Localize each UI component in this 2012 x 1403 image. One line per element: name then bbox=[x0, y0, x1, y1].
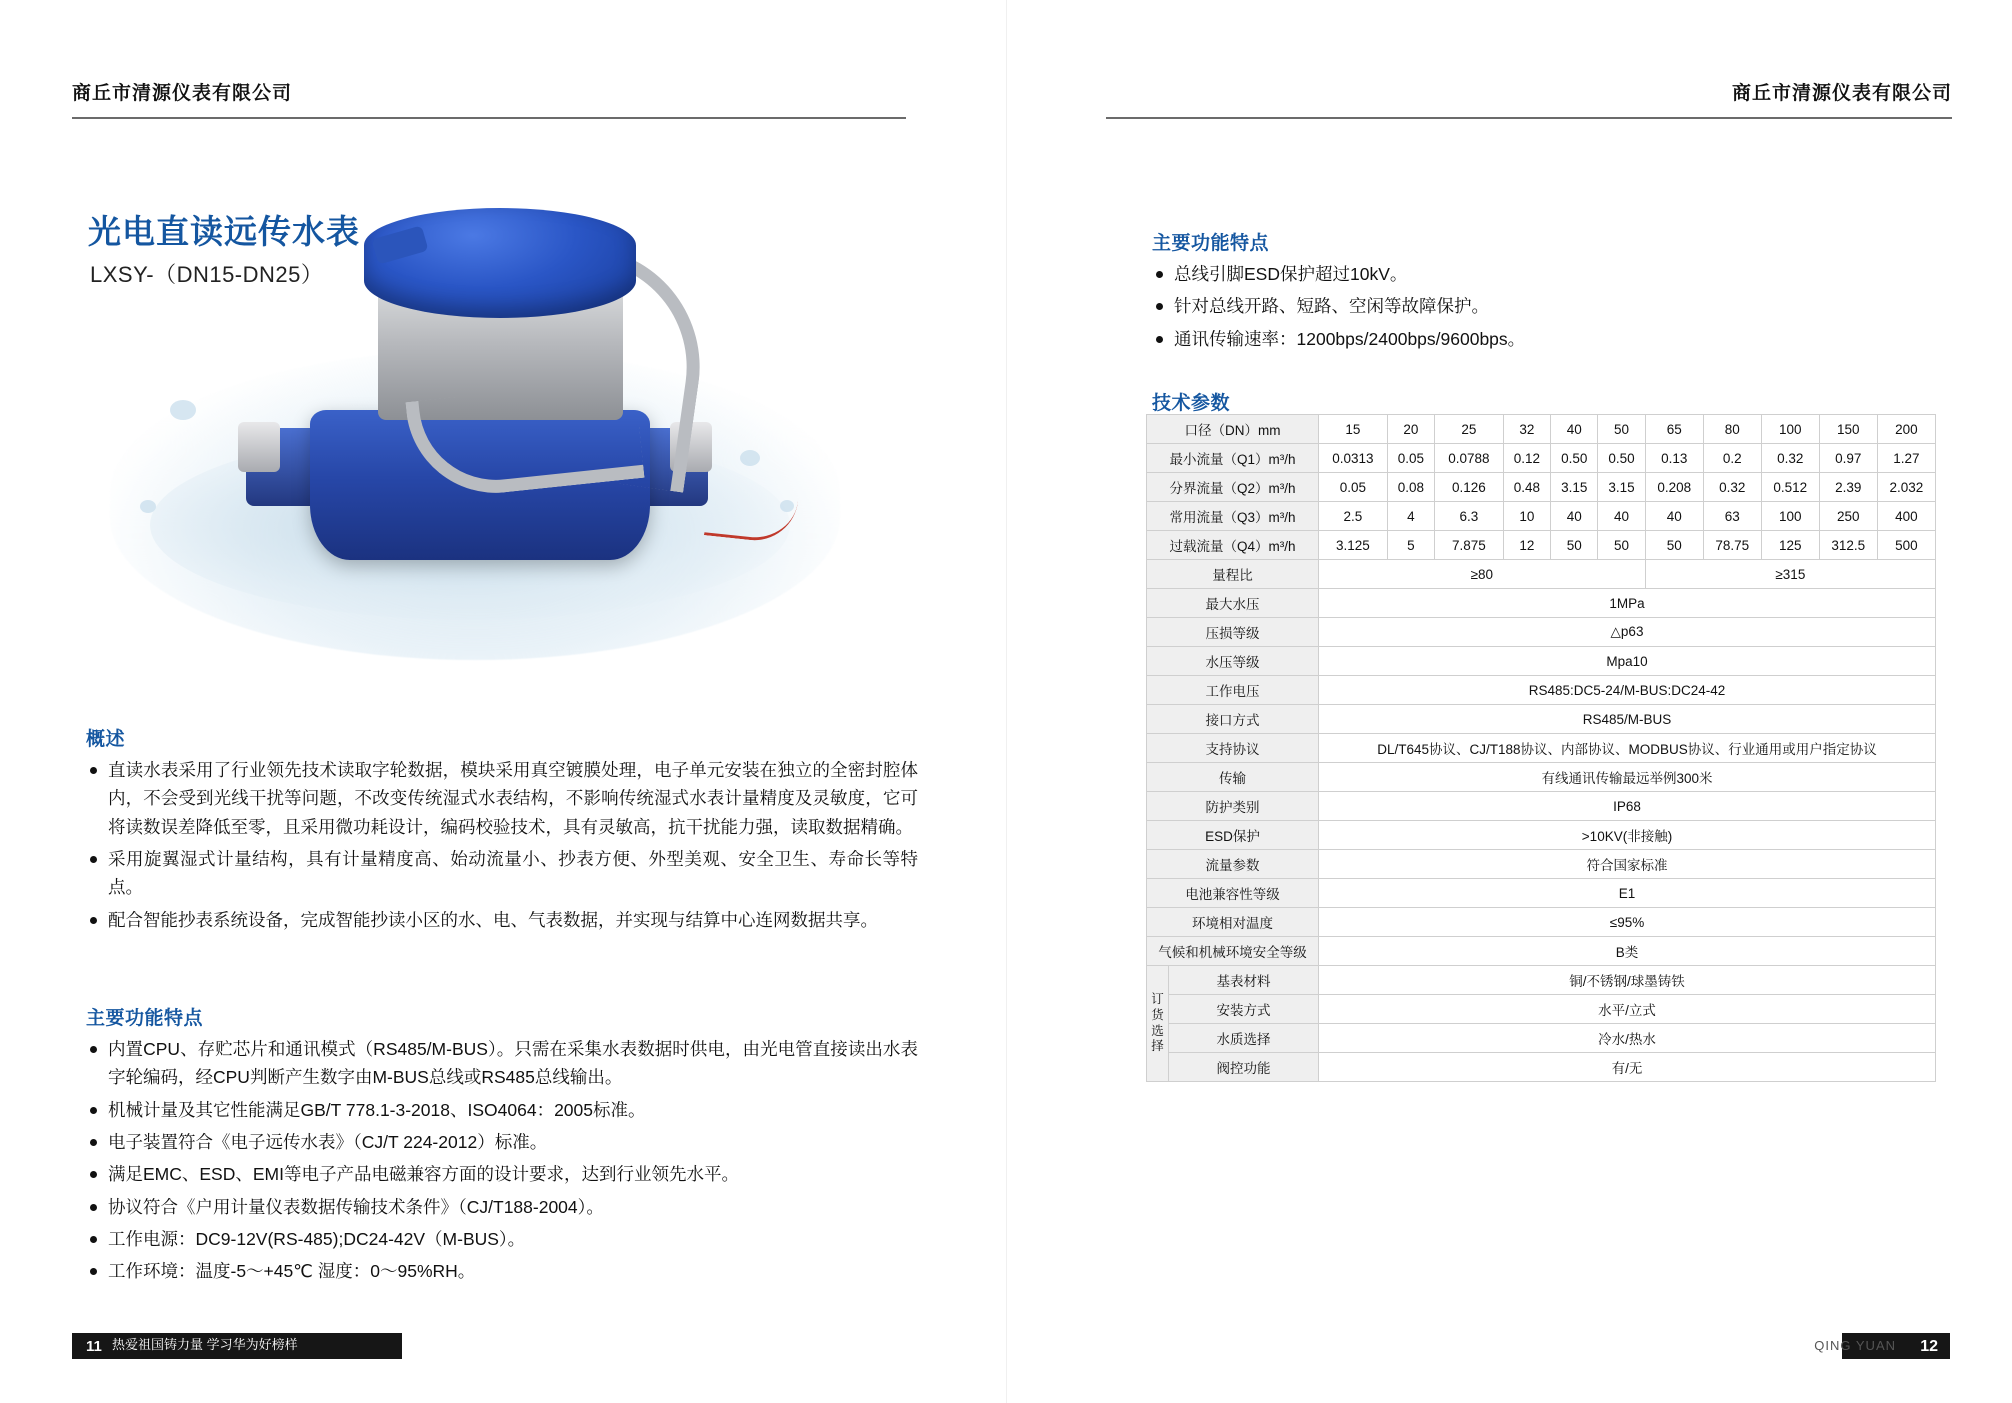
cell: 2.032 bbox=[1877, 473, 1935, 502]
cell: 40 bbox=[1598, 502, 1645, 531]
cell: 10 bbox=[1503, 502, 1550, 531]
cell: 50 bbox=[1551, 531, 1598, 560]
cell: 40 bbox=[1645, 502, 1703, 531]
list-item: 协议符合《户用计量仪表数据传输技术条件》（CJ/T188-2004）。 bbox=[86, 1193, 918, 1221]
table-row bbox=[1147, 415, 1936, 444]
row-label: 电池兼容性等级 bbox=[1147, 879, 1319, 908]
list-item: 配合智能抄表系统设备，完成智能抄读小区的水、电、气表数据，并实现与结算中心连网数据共享。 bbox=[86, 906, 918, 934]
table-row bbox=[1147, 879, 1936, 908]
cell: >10KV(非接触) bbox=[1319, 821, 1936, 850]
table-row bbox=[1147, 1053, 1936, 1082]
table-row bbox=[1147, 531, 1936, 560]
list-item: 通讯传输速率：1200bps/2400bps/9600bps。 bbox=[1152, 325, 1942, 353]
cell: RS485/M-BUS bbox=[1319, 705, 1936, 734]
cell: 0.32 bbox=[1703, 473, 1761, 502]
cell: 1MPa bbox=[1319, 589, 1936, 618]
cell: 125 bbox=[1761, 531, 1819, 560]
dn-value: 100 bbox=[1761, 415, 1819, 444]
product-photo bbox=[110, 200, 840, 700]
cell: 铜/不锈钢/球墨铸铁 bbox=[1319, 966, 1936, 995]
row-label: 工作电压 bbox=[1147, 676, 1319, 705]
cell: 312.5 bbox=[1819, 531, 1877, 560]
cell: E1 bbox=[1319, 879, 1936, 908]
row-label: 支持协议 bbox=[1147, 734, 1319, 763]
cell: 500 bbox=[1877, 531, 1935, 560]
cell: 符合国家标准 bbox=[1319, 850, 1936, 879]
order-selection-label: 订货选择 bbox=[1147, 966, 1169, 1082]
list-item: 机械计量及其它性能满足GB/T 778.1-3-2018、ISO4064：2005标准。 bbox=[86, 1096, 918, 1124]
pipe-cap-left bbox=[238, 422, 280, 472]
dn-value: 20 bbox=[1387, 415, 1434, 444]
cell: 0.512 bbox=[1761, 473, 1819, 502]
dn-value: 80 bbox=[1703, 415, 1761, 444]
page-number-right: 12 bbox=[1920, 1338, 1938, 1355]
features-heading-right: 主要功能特点 bbox=[1152, 233, 1270, 254]
row-label: 传输 bbox=[1147, 763, 1319, 792]
cell: 0.208 bbox=[1645, 473, 1703, 502]
list-item: 满足EMC、ESD、EMI等电子产品电磁兼容方面的设计要求，达到行业领先水平。 bbox=[86, 1160, 918, 1188]
list-item: 电子装置符合《电子远传水表》（CJ/T 224-2012）标准。 bbox=[86, 1128, 918, 1156]
cell: 0.50 bbox=[1551, 444, 1598, 473]
list-item: 工作电源：DC9-12V(RS-485);DC24-42V（M-BUS）。 bbox=[86, 1225, 918, 1253]
dn-value: 150 bbox=[1819, 415, 1877, 444]
table-row bbox=[1147, 763, 1936, 792]
row-label: 接口方式 bbox=[1147, 705, 1319, 734]
cell: 有线通讯传输最远举例300米 bbox=[1319, 763, 1936, 792]
table-row bbox=[1147, 821, 1936, 850]
water-drop-icon bbox=[140, 500, 156, 513]
table-row bbox=[1147, 792, 1936, 821]
product-model: LXSY-（DN15-DN25） bbox=[90, 262, 324, 287]
specifications-table bbox=[1146, 414, 1936, 1082]
dn-value: 50 bbox=[1598, 415, 1645, 444]
cell: 5 bbox=[1387, 531, 1434, 560]
cell: 250 bbox=[1819, 502, 1877, 531]
cell: 0.05 bbox=[1387, 444, 1434, 473]
overview-heading: 概述 bbox=[86, 729, 126, 750]
cell: ≥315 bbox=[1645, 560, 1935, 589]
features-list-right bbox=[1152, 260, 1942, 357]
cell: 2.5 bbox=[1319, 502, 1388, 531]
cell: 0.97 bbox=[1819, 444, 1877, 473]
meter-cap bbox=[364, 208, 636, 318]
cell: 2.39 bbox=[1819, 473, 1877, 502]
cell: 50 bbox=[1598, 531, 1645, 560]
cell: 0.50 bbox=[1598, 444, 1645, 473]
cell: DL/T645协议、CJ/T188协议、内部协议、MODBUS协议、行业通用或用户指定协议 bbox=[1319, 734, 1936, 763]
cell: 0.0313 bbox=[1319, 444, 1388, 473]
row-label: 常用流量（Q3）m³/h bbox=[1147, 502, 1319, 531]
table-row bbox=[1147, 560, 1936, 589]
dn-value: 40 bbox=[1551, 415, 1598, 444]
list-item: 总线引脚ESD保护超过10kV。 bbox=[1152, 260, 1942, 288]
dn-value: 15 bbox=[1319, 415, 1388, 444]
cell: 0.12 bbox=[1503, 444, 1550, 473]
cell: 400 bbox=[1877, 502, 1935, 531]
table-row bbox=[1147, 647, 1936, 676]
table-row bbox=[1147, 734, 1936, 763]
footer-slogan: 热爱祖国铸力量 学习华为好榜样 bbox=[112, 1337, 298, 1352]
cell: 有/无 bbox=[1319, 1053, 1936, 1082]
cell: 0.13 bbox=[1645, 444, 1703, 473]
cell: 3.15 bbox=[1598, 473, 1645, 502]
dn-value: 32 bbox=[1503, 415, 1550, 444]
table-row bbox=[1147, 966, 1936, 995]
table-row bbox=[1147, 705, 1936, 734]
cell: 0.48 bbox=[1503, 473, 1550, 502]
cell: B类 bbox=[1319, 937, 1936, 966]
cell: Mpa10 bbox=[1319, 647, 1936, 676]
company-name-right: 商丘市清源仪表有限公司 bbox=[1731, 83, 1952, 104]
cell: 0.32 bbox=[1761, 444, 1819, 473]
row-label: 最大水压 bbox=[1147, 589, 1319, 618]
list-item: 工作环境：温度-5～+45℃ 湿度：0～95%RH。 bbox=[86, 1257, 918, 1285]
row-label: 量程比 bbox=[1147, 560, 1319, 589]
table-row bbox=[1147, 1024, 1936, 1053]
features-list-left bbox=[86, 1035, 918, 1290]
cell: 63 bbox=[1703, 502, 1761, 531]
cell: 6.3 bbox=[1435, 502, 1504, 531]
water-drop-icon bbox=[170, 400, 196, 420]
row-label: 防护类别 bbox=[1147, 792, 1319, 821]
cell: 冷水/热水 bbox=[1319, 1024, 1936, 1053]
table-row bbox=[1147, 444, 1936, 473]
cell: 0.05 bbox=[1319, 473, 1388, 502]
cell: 4 bbox=[1387, 502, 1434, 531]
list-item: 采用旋翼湿式计量结构，具有计量精度高、始动流量小、抄表方便、外型美观、安全卫生、寿命长等特点。 bbox=[86, 845, 918, 902]
footer-brand: QING YUAN bbox=[1814, 1338, 1896, 1353]
table-row bbox=[1147, 995, 1936, 1024]
dn-value: 200 bbox=[1877, 415, 1935, 444]
cell: 0.126 bbox=[1435, 473, 1504, 502]
cell: 40 bbox=[1551, 502, 1598, 531]
cell: 3.125 bbox=[1319, 531, 1388, 560]
row-label: 气候和机械环境安全等级 bbox=[1147, 937, 1319, 966]
cell: ≥80 bbox=[1319, 560, 1646, 589]
cell: 水平/立式 bbox=[1319, 995, 1936, 1024]
overview-list bbox=[86, 756, 918, 938]
row-label: 阀控功能 bbox=[1169, 1053, 1319, 1082]
cell: 0.2 bbox=[1703, 444, 1761, 473]
product-title: 光电直读远传水表 bbox=[88, 213, 360, 250]
specs-heading: 技术参数 bbox=[1152, 393, 1231, 414]
row-label: 环境相对温度 bbox=[1147, 908, 1319, 937]
table-row bbox=[1147, 908, 1936, 937]
row-label: ESD保护 bbox=[1147, 821, 1319, 850]
cell: 0.0788 bbox=[1435, 444, 1504, 473]
cell: 50 bbox=[1645, 531, 1703, 560]
cell: ≤95% bbox=[1319, 908, 1936, 937]
cell: RS485:DC5-24/M-BUS:DC24-42 bbox=[1319, 676, 1936, 705]
row-label: 分界流量（Q2）m³/h bbox=[1147, 473, 1319, 502]
water-drop-icon bbox=[740, 450, 760, 466]
cell: 12 bbox=[1503, 531, 1550, 560]
list-item: 直读水表采用了行业领先技术读取字轮数据，模块采用真空镀膜处理，电子单元安装在独立的全密封腔体内，不会受到光线干扰等问题，不改变传统湿式水表结构，不影响传统湿式水表计量精度及灵敏度，它可将读数误差降低至零，且采用微功耗设计，编码校验技术，具有灵敏高，抗干扰能力强，读取数据精确。 bbox=[86, 756, 918, 841]
table-row bbox=[1147, 937, 1936, 966]
row-label: 流量参数 bbox=[1147, 850, 1319, 879]
cell: 0.08 bbox=[1387, 473, 1434, 502]
table-row bbox=[1147, 618, 1936, 647]
dn-value: 65 bbox=[1645, 415, 1703, 444]
row-label: 过载流量（Q4）m³/h bbox=[1147, 531, 1319, 560]
row-label: 口径（DN）mm bbox=[1147, 415, 1319, 444]
features-heading-left: 主要功能特点 bbox=[86, 1008, 204, 1029]
row-label: 基表材料 bbox=[1169, 966, 1319, 995]
row-label: 水质选择 bbox=[1169, 1024, 1319, 1053]
row-label: 水压等级 bbox=[1147, 647, 1319, 676]
cell: 78.75 bbox=[1703, 531, 1761, 560]
list-item: 针对总线开路、短路、空闲等故障保护。 bbox=[1152, 292, 1942, 320]
row-label: 压损等级 bbox=[1147, 618, 1319, 647]
cell: 100 bbox=[1761, 502, 1819, 531]
table-row bbox=[1147, 589, 1936, 618]
row-label: 安装方式 bbox=[1169, 995, 1319, 1024]
table-row bbox=[1147, 676, 1936, 705]
header-rule-right bbox=[1106, 117, 1952, 119]
table-row bbox=[1147, 502, 1936, 531]
cell: IP68 bbox=[1319, 792, 1936, 821]
row-label: 最小流量（Q1）m³/h bbox=[1147, 444, 1319, 473]
cell: △p63 bbox=[1319, 618, 1936, 647]
table-row bbox=[1147, 850, 1936, 879]
cell: 7.875 bbox=[1435, 531, 1504, 560]
table-row bbox=[1147, 473, 1936, 502]
list-item: 内置CPU、存贮芯片和通讯模式（RS485/M-BUS）。只需在采集水表数据时供电，由光电管直接读出水表字轮编码，经CPU判断产生数字由M-BUS总线或RS485总线输出。 bbox=[86, 1035, 918, 1092]
cell: 3.15 bbox=[1551, 473, 1598, 502]
company-name-left: 商丘市清源仪表有限公司 bbox=[72, 83, 293, 104]
header-rule-left bbox=[72, 117, 906, 119]
page-number-left: 11 bbox=[86, 1338, 102, 1355]
dn-value: 25 bbox=[1435, 415, 1504, 444]
cell: 1.27 bbox=[1877, 444, 1935, 473]
